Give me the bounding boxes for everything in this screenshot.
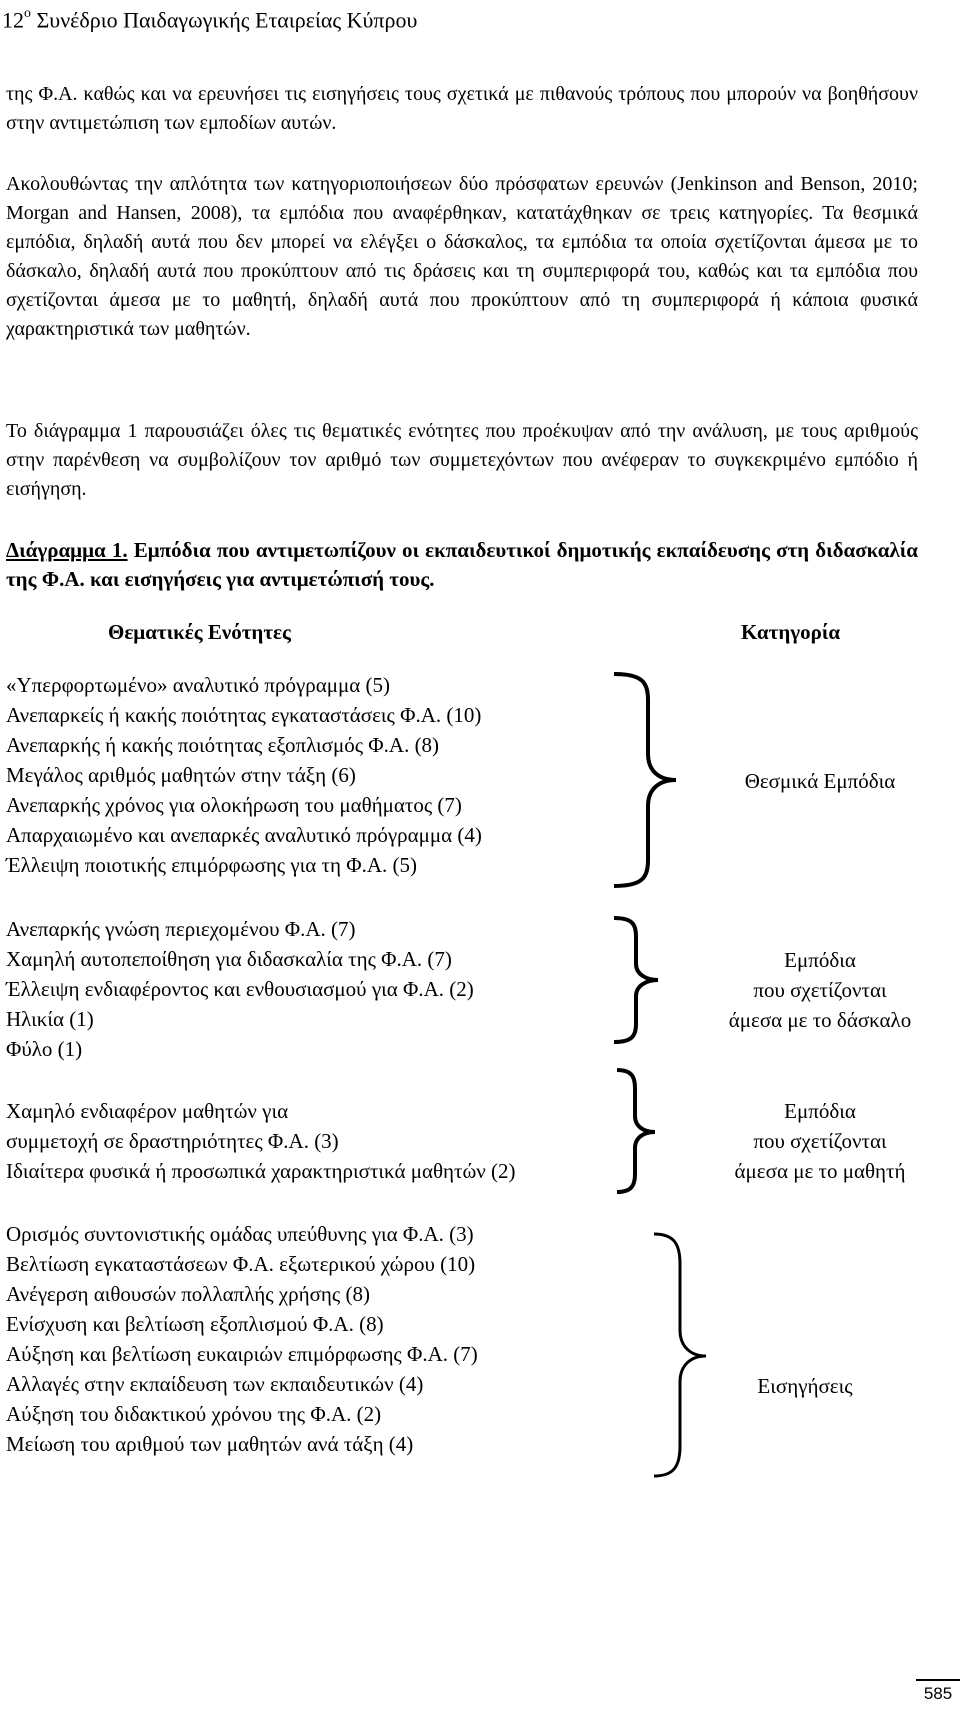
list-item: Ενίσχυση και βελτίωση εξοπλισμού Φ.Α. (8) [6, 1312, 384, 1336]
page-number: 585 [916, 1679, 960, 1709]
topic-list-suggestions [6, 1219, 478, 1459]
paragraph-2: Ακολουθώντας την απλότητα των κατηγοριοποιήσεων δύο πρόσφατων ερευνών (Jenkinson and Benson, 2010; Morgan and Hansen, 2008), τα εμπόδια που αναφέρθηκαν, κατατάχθηκαν σε τρεις κατηγορίες. Τα θεσμικά εμπόδια, δηλαδή αυτά που δεν μπορεί να ελέγξει ο δάσκαλος, τα εμπόδια τα οποία σχετίζονται άμεσα με το δάσκαλο, δηλαδή αυτά που προκύπτουν από τις δράσεις και τη συμπεριφορά του, καθώς και τα εμπόδια που σχετίζονται άμεσα με το μαθητή, δηλαδή αυτά που προκύπτουν από τη συμπεριφορά ή κάποια φυσικά χαρακτηριστικά των μαθητών. [6, 173, 918, 340]
list-item: Αύξηση και βελτίωση ευκαιριών επιμόρφωσης Φ.Α. (7) [6, 1342, 478, 1366]
brace-institutional [600, 670, 680, 890]
list-item: Ανεπαρκείς ή κακής ποιότητας εγκαταστάσεις Φ.Α. (10) [6, 703, 482, 727]
list-item: Έλλειψη ποιοτικής επιμόρφωσης για τη Φ.Α. (5) [6, 853, 417, 877]
category-student: Εμπόδια που σχετίζονται άμεσα με το μαθητή [734, 1099, 906, 1183]
list-item: «Υπερφορτωμένο» αναλυτικό πρόγραμμα (5) [6, 673, 391, 697]
brace-student [605, 1066, 675, 1196]
topic-list-institutional [6, 670, 482, 880]
list-item: Ανεπαρκής γνώση περιεχομένου Φ.Α. (7) [6, 917, 356, 941]
list-item: Απαρχαιωμένο και ανεπαρκές αναλυτικό πρόγραμμα (4) [6, 823, 482, 847]
topic-list-student [6, 1096, 516, 1186]
list-item: Βελτίωση εγκαταστάσεων Φ.Α. εξωτερικού χώρου (10) [6, 1252, 476, 1276]
category-suggestions: Εισηγήσεις [757, 1374, 853, 1398]
paragraph-3: Το διάγραμμα 1 παρουσιάζει όλες τις θεματικές ενότητες που προέκυψαν από την ανάλυση, με τους αριθμούς στην παρένθεση να συμβολίζουν τον αριθμό των συμμετεχόντων που ανέφεραν το συγκεκριμένο εμπόδιο ή εισήγηση. [6, 420, 918, 500]
brace-teacher [600, 914, 680, 1048]
list-item: Χαμηλή αυτοπεποίθηση για διδασκαλία της Φ.Α. (7) [6, 947, 452, 971]
running-header: $12^o$ Συνέδριο Παιδαγωγικής Εταιρείας Κύπρου [2, 6, 418, 33]
list-item: Χαμηλό ενδιαφέρον μαθητών για [6, 1099, 289, 1123]
list-item: Έλλειψη ενδιαφέροντος και ενθουσιασμού για Φ.Α. (2) [6, 977, 474, 1001]
category-institutional: Θεσμικά Εμπόδια [744, 769, 896, 793]
column-heading-topics: Θεματικές Ενότητες [108, 620, 291, 644]
list-item: Φύλο (1) [6, 1037, 83, 1061]
list-item: Μεγάλος αριθμός μαθητών στην τάξη (6) [6, 763, 356, 787]
column-heading-category: Κατηγορία [741, 620, 841, 644]
category-teacher: Εμπόδια που σχετίζονται άμεσα με το δάσκαλο [728, 948, 912, 1032]
list-item: Αλλαγές στην εκπαίδευση των εκπαιδευτικών (4) [6, 1372, 424, 1396]
list-item: Ιδιαίτερα φυσικά ή προσωπικά χαρακτηριστικά μαθητών (2) [6, 1159, 516, 1183]
figure-caption: Διάγραμμα 1. Εμπόδια που αντιμετωπίζουν οι εκπαιδευτικοί δημοτικής εκπαίδευσης στη διδασκαλία της Φ.Α. και εισηγήσεις για αντιμετώπισή τους. [6, 538, 919, 591]
list-item: Ηλικία (1) [6, 1007, 94, 1031]
topic-list-teacher [6, 914, 474, 1064]
brace-suggestions [640, 1230, 720, 1480]
list-item: Ορισμός συντονιστικής ομάδας υπεύθυνης για Φ.Α. (3) [6, 1222, 474, 1246]
list-item: συμμετοχή σε δραστηριότητες Φ.Α. (3) [6, 1129, 339, 1153]
list-item: Ανεπαρκής χρόνος για ολοκήρωση του μαθήματος (7) [6, 793, 462, 817]
list-item: Αύξηση του διδακτικού χρόνου της Φ.Α. (2) [6, 1402, 382, 1426]
paragraph-1: της Φ.Α. καθώς και να ερευνήσει τις εισηγήσεις τους σχετικά με πιθανούς τρόπους που μπορούν να βοηθήσουν στην αντιμετώπιση των εμποδίων αυτών. [6, 83, 918, 134]
list-item: Ανέγερση αιθουσών πολλαπλής χρήσης (8) [6, 1282, 370, 1306]
list-item: Ανεπαρκής ή κακής ποιότητας εξοπλισμός Φ.Α. (8) [6, 733, 440, 757]
list-item: Μείωση του αριθμού των μαθητών ανά τάξη (4) [6, 1432, 414, 1456]
